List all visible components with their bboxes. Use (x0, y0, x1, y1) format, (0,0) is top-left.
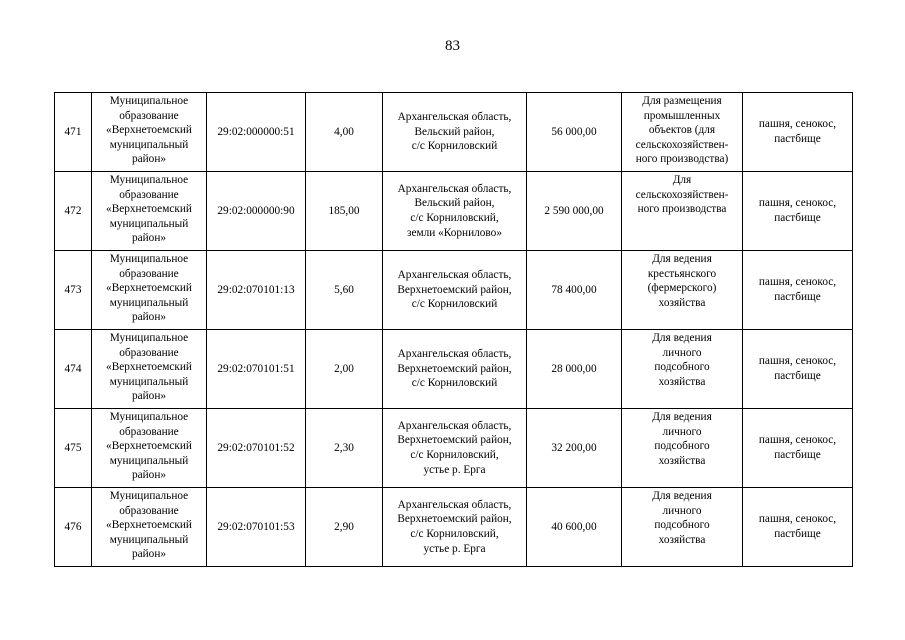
permitted-use-line: Для ведения (652, 332, 712, 344)
owner-cell (92, 488, 207, 567)
owner-cell (92, 409, 207, 488)
cadastral-number-cell: 29:02:070101:51 (207, 330, 306, 409)
table-row (55, 172, 853, 251)
table-body (55, 93, 853, 567)
table-row (55, 488, 853, 567)
permitted-use-line: крестьянского (647, 267, 717, 280)
location-line: Вельский район, (414, 197, 495, 210)
location-cell (383, 172, 527, 251)
owner-line: муниципальный (109, 217, 189, 230)
location-cell (383, 488, 527, 567)
land-type-line: пастбище (774, 212, 821, 224)
area-cell: 4,00 (306, 93, 383, 172)
location-line: Верхнетоемский район, (397, 362, 512, 375)
cadastral-number-cell: 29:02:070101:52 (207, 409, 306, 488)
location-line: Верхнетоемский район, (397, 513, 512, 526)
land-type-cell (743, 93, 853, 172)
land-type-cell (743, 488, 853, 567)
owner-line: «Верхнетоемский (106, 282, 192, 295)
owner-line: Муниципальное (109, 174, 189, 186)
location-line: Архангельская область, (397, 348, 512, 361)
owner-line: образование (119, 267, 179, 280)
location-line: с/с Корниловский (411, 140, 498, 153)
land-type-line: пашня, сенокос, (758, 197, 837, 210)
owner-line: «Верхнетоемский (106, 519, 192, 532)
land-type-line: пашня, сенокос, (758, 355, 837, 368)
location-line: земли «Корнилово» (407, 226, 502, 239)
owner-cell (92, 93, 207, 172)
land-type-line: пастбище (774, 133, 821, 145)
cadastral-value-cell: 40 600,00 (527, 488, 622, 567)
permitted-use-line: Для ведения (652, 490, 712, 502)
owner-line: муниципальный (109, 375, 189, 388)
area-cell: 5,60 (306, 251, 383, 330)
area-cell: 2,90 (306, 488, 383, 567)
permitted-use-line: хозяйства (658, 454, 706, 467)
row-number-cell: 472 (55, 172, 92, 251)
permitted-use-line: промышленных (643, 109, 721, 122)
owner-line: район» (131, 548, 167, 561)
land-type-line: пашня, сенокос, (758, 434, 837, 447)
permitted-use-line: ного производства (637, 203, 727, 216)
area-cell: 2,00 (306, 330, 383, 409)
permitted-use-line: личного (662, 346, 702, 359)
location-line: с/с Корниловский (411, 377, 498, 390)
owner-line: «Верхнетоемский (106, 124, 192, 137)
owner-line: район» (131, 232, 167, 245)
location-line: Архангельская область, (397, 269, 512, 282)
owner-line: «Верхнетоемский (106, 361, 192, 374)
table-row (55, 409, 853, 488)
permitted-use-line: личного (662, 425, 702, 438)
permitted-use-line: хозяйства (658, 296, 706, 309)
location-cell (383, 330, 527, 409)
owner-line: муниципальный (109, 138, 189, 151)
row-number-cell: 471 (55, 93, 92, 172)
owner-cell (92, 172, 207, 251)
area-cell: 185,00 (306, 172, 383, 251)
owner-cell (92, 330, 207, 409)
location-line: Архангельская область, (397, 182, 512, 195)
land-type-cell (743, 330, 853, 409)
owner-line: муниципальный (109, 454, 189, 467)
permitted-use-line: Для ведения (652, 411, 712, 423)
row-number-cell: 475 (55, 409, 92, 488)
location-line: устье р. Ерга (423, 463, 486, 476)
permitted-use-line: Для размещения (642, 95, 722, 107)
cadastral-value-cell: 2 590 000,00 (527, 172, 622, 251)
land-type-line: пастбище (774, 291, 821, 303)
location-line: Архангельская область, (397, 111, 512, 124)
location-line: Вельский район, (414, 125, 495, 138)
permitted-use-line: хозяйства (658, 375, 706, 388)
permitted-use-cell (622, 93, 743, 172)
location-line: Архангельская область, (397, 498, 512, 511)
location-cell (383, 251, 527, 330)
owner-line: образование (119, 109, 179, 122)
permitted-use-line: хозяйства (658, 533, 706, 546)
cadastral-value-cell: 28 000,00 (527, 330, 622, 409)
location-line: Архангельская область, (397, 419, 512, 432)
row-number-cell: 473 (55, 251, 92, 330)
land-type-cell (743, 409, 853, 488)
table-row (55, 330, 853, 409)
cadastral-number-cell: 29:02:000000:90 (207, 172, 306, 251)
owner-line: муниципальный (109, 296, 189, 309)
owner-line: Муниципальное (109, 253, 189, 265)
land-type-line: пашня, сенокос, (758, 513, 837, 526)
location-cell (383, 93, 527, 172)
land-type-line: пастбище (774, 528, 821, 540)
permitted-use-line: объектов (для (648, 124, 716, 137)
permitted-use-line: подсобного (654, 519, 710, 532)
location-line: с/с Корниловский (411, 298, 498, 311)
owner-line: образование (119, 346, 179, 359)
cadastral-number-cell: 29:02:070101:13 (207, 251, 306, 330)
permitted-use-line: (фермерского) (647, 282, 717, 295)
cadastral-value-cell: 56 000,00 (527, 93, 622, 172)
cadastral-number-cell: 29:02:000000:51 (207, 93, 306, 172)
permitted-use-cell (622, 251, 743, 330)
location-line: с/с Корниловский, (410, 212, 499, 224)
owner-line: Муниципальное (109, 95, 189, 107)
owner-cell (92, 251, 207, 330)
location-line: Верхнетоемский район, (397, 434, 512, 447)
permitted-use-line: ного производства) (635, 153, 729, 166)
permitted-use-line: подсобного (654, 361, 710, 374)
owner-line: образование (119, 425, 179, 438)
permitted-use-cell (622, 330, 743, 409)
table-row (55, 251, 853, 330)
location-line: Верхнетоемский район, (397, 283, 512, 296)
row-number-cell: 474 (55, 330, 92, 409)
permitted-use-line: подсобного (654, 440, 710, 453)
owner-line: Муниципальное (109, 490, 189, 502)
permitted-use-cell (622, 488, 743, 567)
location-cell (383, 409, 527, 488)
land-type-line: пастбище (774, 370, 821, 382)
owner-line: район» (131, 153, 167, 166)
permitted-use-line: личного (662, 504, 702, 517)
land-registry-table (54, 92, 853, 567)
owner-line: «Верхнетоемский (106, 203, 192, 216)
land-type-line: пашня, сенокос, (758, 276, 837, 289)
owner-line: образование (119, 504, 179, 517)
location-line: устье р. Ерга (423, 542, 486, 555)
permitted-use-line: Для ведения (652, 253, 712, 265)
cadastral-value-cell: 32 200,00 (527, 409, 622, 488)
owner-line: район» (131, 311, 167, 324)
row-number-cell: 476 (55, 488, 92, 567)
owner-line: «Верхнетоемский (106, 440, 192, 453)
land-type-line: пастбище (774, 449, 821, 461)
page-number: 83 (445, 38, 460, 54)
permitted-use-line: сельскохозяйствен- (635, 138, 729, 151)
owner-line: Муниципальное (109, 332, 189, 344)
land-type-cell (743, 251, 853, 330)
permitted-use-line: Для (672, 174, 692, 186)
owner-line: район» (131, 390, 167, 403)
owner-line: образование (119, 188, 179, 201)
owner-line: муниципальный (109, 533, 189, 546)
permitted-use-cell (622, 409, 743, 488)
land-type-line: пашня, сенокос, (758, 118, 837, 131)
cadastral-value-cell: 78 400,00 (527, 251, 622, 330)
area-cell: 2,30 (306, 409, 383, 488)
location-line: с/с Корниловский, (410, 449, 499, 461)
location-line: с/с Корниловский, (410, 528, 499, 540)
land-type-cell (743, 172, 853, 251)
table-row (55, 93, 853, 172)
cadastral-number-cell: 29:02:070101:53 (207, 488, 306, 567)
owner-line: район» (131, 469, 167, 482)
permitted-use-cell (622, 172, 743, 251)
permitted-use-line: сельскохозяйствен- (635, 188, 729, 201)
owner-line: Муниципальное (109, 411, 189, 423)
